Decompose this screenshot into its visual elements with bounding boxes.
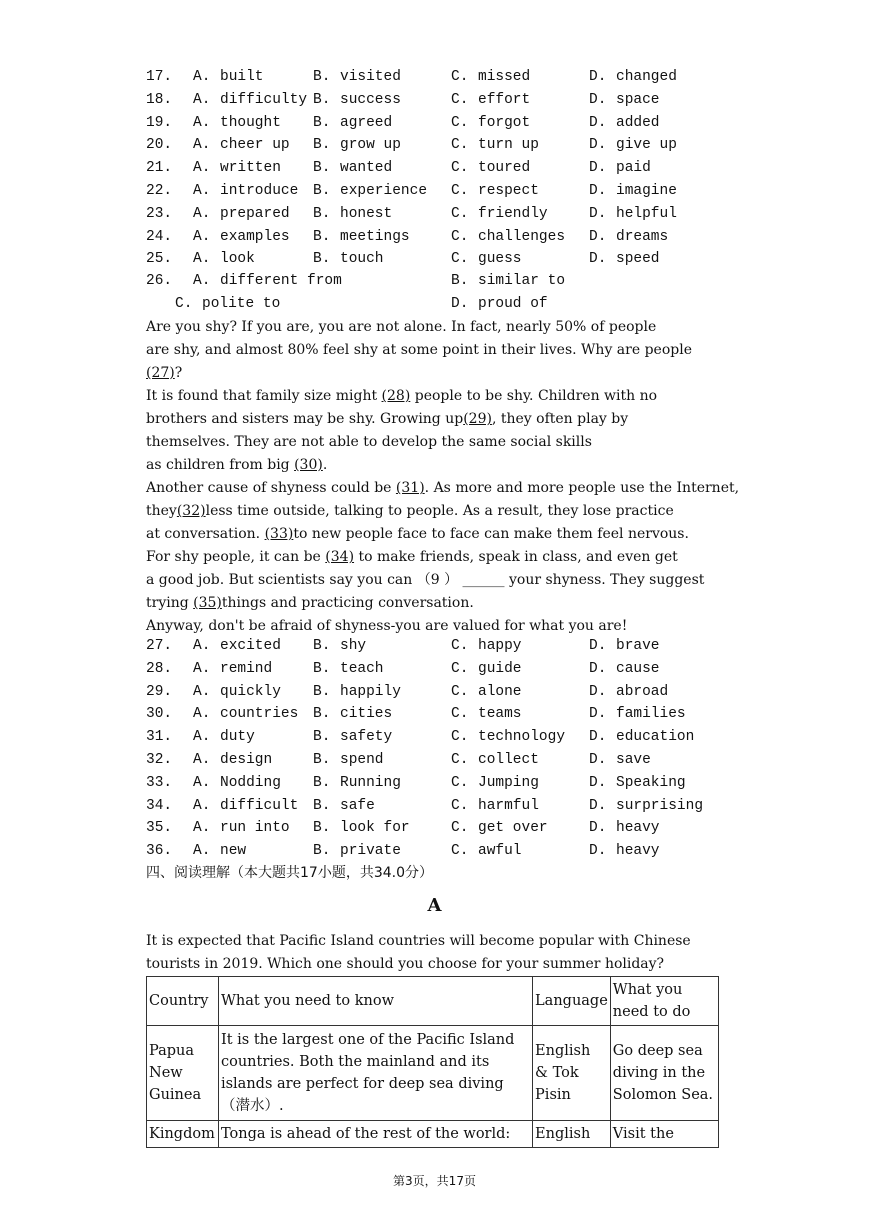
blank-34: (34) (325, 549, 355, 565)
option-letter-a: A. (193, 774, 211, 791)
option-d: speed (616, 251, 660, 268)
question-26-row (146, 270, 746, 292)
option-letter-b: B. (313, 706, 331, 723)
question-row (146, 681, 746, 703)
option-letter-c: C. (451, 820, 469, 837)
question-row (146, 658, 746, 680)
option-letter-c: C. (451, 251, 469, 268)
option-b: experience (340, 183, 428, 199)
passage-line: Are you shy? If you are, you are not alone. In fact, nearly 50% of people (146, 319, 657, 335)
question-number: 23. (146, 205, 173, 222)
passage-text: ? (174, 365, 183, 381)
option-letter-c: C. (451, 228, 469, 245)
option-b: similar to (478, 273, 566, 289)
option-b: Running (340, 774, 401, 791)
option-d: dreams (616, 228, 669, 245)
option-c: forgot (478, 114, 531, 131)
option-letter-b: B. (451, 273, 469, 289)
option-c: toured (478, 160, 531, 177)
passage-line (146, 523, 724, 546)
passage-line (146, 454, 724, 477)
option-letter-c: C. (451, 638, 469, 654)
question-row (146, 248, 746, 270)
option-d: changed (616, 69, 677, 85)
option-d: education (616, 729, 695, 746)
question-number: 35. (146, 820, 173, 837)
blank-35: (35) (193, 595, 222, 611)
question-number: 17. (146, 69, 173, 85)
option-letter-c: C. (175, 296, 193, 312)
option-d: brave (616, 638, 660, 654)
option-letter-c: C. (451, 774, 469, 791)
option-d: Speaking (616, 774, 686, 791)
table-header-row (147, 977, 719, 1026)
question-number: 20. (146, 137, 173, 154)
passage-line: are shy, and almost 80% feel shy at some point in their lives. Why are people (146, 342, 692, 358)
option-c: turn up (478, 137, 539, 154)
passage-line (146, 408, 724, 431)
option-b: meetings (340, 228, 410, 245)
question-number: 27. (146, 638, 173, 654)
option-a: quickly (220, 683, 281, 700)
option-letter-a: A. (193, 820, 211, 837)
passage-text: brothers and sisters may be shy. Growing up (146, 411, 464, 427)
question-row (146, 726, 746, 748)
option-letter-d: D. (589, 774, 607, 791)
option-letter-b: B. (313, 774, 331, 791)
question-number: 25. (146, 251, 173, 268)
option-letter-a: A. (193, 638, 211, 654)
option-letter-b: B. (313, 114, 331, 131)
question-row (146, 226, 746, 248)
question-row (146, 840, 746, 862)
table-header: What you need to know (218, 977, 532, 1026)
passage-text: people to be shy. Children with no (410, 388, 658, 404)
reading-intro-line: tourists in 2019. Which one should you choose for your summer holiday? (146, 956, 665, 972)
option-letter-b: B. (313, 820, 331, 837)
option-c: respect (478, 183, 539, 199)
option-c: effort (478, 91, 531, 108)
passage-text: It is found that family size might (146, 388, 382, 404)
option-letter-a: A. (193, 91, 211, 108)
option-b: spend (340, 752, 384, 768)
table-cell-todo: Go deep sea diving in the Solomon Sea. (610, 1026, 718, 1121)
option-letter-a: A. (193, 843, 211, 860)
question-row (146, 134, 746, 156)
option-letter-a: A. (193, 660, 211, 677)
option-a: new (220, 843, 247, 860)
option-c: teams (478, 706, 522, 723)
question-number: 34. (146, 797, 173, 814)
option-letter-d: D. (589, 205, 607, 222)
table-header: What you need to do (610, 977, 718, 1026)
option-d: helpful (616, 205, 677, 222)
option-letter-d: D. (589, 729, 607, 746)
reading-heading: A (427, 895, 442, 916)
table-cell-country: Kingdom (147, 1121, 219, 1148)
option-letter-d: D. (589, 137, 607, 154)
page-footer: 第3页，共17页 (393, 1174, 476, 1188)
passage-line: a good job. But scientists say you can （9 ） ______ your shyness. They suggest (146, 572, 705, 588)
passage-text: to new people face to face can make them feel nervous. (293, 526, 689, 542)
option-a: cheer up (220, 137, 290, 154)
option-letter-b: B. (313, 251, 331, 268)
option-c: polite to (202, 296, 281, 312)
option-letter-d: D. (589, 183, 607, 199)
passage-text: . (322, 457, 328, 473)
option-d: proud of (478, 296, 548, 312)
table-row (147, 1121, 719, 1148)
option-letter-c: C. (451, 114, 469, 131)
option-c: technology (478, 729, 566, 746)
option-letter-b: B. (313, 683, 331, 700)
option-letter-b: B. (313, 137, 331, 154)
passage-text: trying (146, 595, 194, 611)
option-a: excited (220, 638, 281, 654)
table-header: Language (533, 977, 611, 1026)
question-row (146, 180, 746, 202)
option-b: private (340, 843, 401, 860)
section-title: 四、阅读理解（本大题共17小题，共34.0分） (146, 865, 433, 881)
option-letter-b: B. (313, 638, 331, 654)
option-letter-d: D. (589, 683, 607, 700)
option-letter-b: B. (313, 228, 331, 245)
option-b: grow up (340, 137, 401, 154)
option-d: families (616, 706, 686, 723)
option-letter-a: A. (193, 183, 211, 199)
option-letter-a: A. (193, 273, 211, 289)
blank-28: (28) (381, 388, 411, 404)
passage-text: as children from big (146, 457, 295, 473)
option-b: honest (340, 205, 393, 222)
passage-text: , they often play by (491, 411, 629, 427)
option-letter-b: B. (313, 843, 331, 860)
option-c: happy (478, 638, 522, 654)
question-number: 32. (146, 752, 173, 768)
option-c: alone (478, 683, 522, 700)
passage-line (146, 500, 724, 523)
option-b: teach (340, 660, 384, 677)
question-number: 19. (146, 114, 173, 131)
question-number: 36. (146, 843, 173, 860)
passage-line (146, 592, 724, 615)
option-letter-b: B. (313, 729, 331, 746)
option-a: look (220, 251, 255, 268)
option-letter-d: D. (589, 820, 607, 837)
option-c: guess (478, 251, 522, 268)
option-letter-d: D. (451, 296, 469, 312)
question-row (146, 703, 746, 725)
option-c: friendly (478, 205, 548, 222)
blank-27: (27) (146, 365, 175, 381)
passage-line: themselves. They are not able to develop the same social skills (146, 434, 592, 450)
option-d: space (616, 91, 660, 108)
question-number: 29. (146, 683, 173, 700)
blank-31: (31) (395, 480, 425, 496)
option-letter-a: A. (193, 137, 211, 154)
option-a: run into (220, 820, 290, 837)
option-letter-a: A. (193, 251, 211, 268)
option-letter-a: A. (193, 683, 211, 700)
option-d: surprising (616, 797, 704, 814)
option-a: countries (220, 706, 299, 723)
option-a: duty (220, 729, 255, 746)
option-b: wanted (340, 160, 393, 177)
option-letter-b: B. (313, 797, 331, 814)
blank-33: (33) (264, 526, 294, 542)
table-row (147, 1026, 719, 1121)
option-b: happily (340, 683, 401, 700)
question-row (146, 203, 746, 225)
option-letter-a: A. (193, 706, 211, 723)
option-letter-c: C. (451, 752, 469, 768)
passage-line (146, 477, 740, 500)
option-b: shy (340, 638, 367, 654)
option-a: thought (220, 114, 281, 131)
option-b: cities (340, 706, 393, 723)
option-d: cause (616, 660, 660, 677)
question-row (146, 66, 746, 88)
question-number: 24. (146, 228, 173, 245)
table-cell-know: Tonga is ahead of the rest of the world: (218, 1121, 532, 1148)
option-letter-b: B. (313, 160, 331, 177)
option-letter-d: D. (589, 797, 607, 814)
option-d: give up (616, 137, 677, 154)
option-c: missed (478, 69, 531, 85)
option-letter-a: A. (193, 729, 211, 746)
option-letter-a: A. (193, 160, 211, 177)
question-row (146, 635, 746, 657)
option-letter-c: C. (451, 660, 469, 677)
option-letter-d: D. (589, 114, 607, 131)
option-letter-a: A. (193, 69, 211, 85)
passage-text: less time outside, talking to people. As a result, they lose practice (205, 503, 674, 519)
question-number: 18. (146, 91, 173, 108)
passage-text: For shy people, it can be (146, 549, 326, 565)
option-letter-a: A. (193, 228, 211, 245)
option-d: added (616, 114, 660, 131)
reading-intro-line: It is expected that Pacific Island countries will become popular with Chinese (146, 933, 691, 949)
option-letter-a: A. (193, 752, 211, 768)
option-a: remind (220, 660, 273, 677)
option-letter-c: C. (451, 797, 469, 814)
option-d: paid (616, 160, 651, 177)
option-a: written (220, 160, 281, 177)
option-letter-c: C. (451, 69, 469, 85)
option-letter-c: C. (451, 843, 469, 860)
table-cell-language: English (533, 1121, 611, 1148)
option-d: abroad (616, 683, 669, 700)
option-letter-d: D. (589, 69, 607, 85)
passage-line (146, 546, 724, 569)
blank-29: (29) (463, 411, 492, 427)
question-number: 22. (146, 183, 173, 199)
info-table (146, 976, 719, 1148)
question-row (146, 112, 746, 134)
option-a: design (220, 752, 273, 768)
option-b: agreed (340, 114, 393, 131)
option-letter-b: B. (313, 752, 331, 768)
option-letter-a: A. (193, 205, 211, 222)
table-cell-country: Papua New Guinea (147, 1026, 219, 1121)
option-a: examples (220, 228, 290, 245)
option-letter-c: C. (451, 729, 469, 746)
option-c: Jumping (478, 774, 539, 791)
option-a: different from (220, 273, 342, 289)
table-cell-todo: Visit the (610, 1121, 718, 1148)
option-letter-d: D. (589, 752, 607, 768)
passage-text: . As more and more people use the Internet, (424, 480, 740, 496)
option-letter-d: D. (589, 638, 607, 654)
table-header: Country (147, 977, 219, 1026)
option-b: look for (340, 820, 410, 837)
option-letter-d: D. (589, 251, 607, 268)
option-letter-c: C. (451, 706, 469, 723)
option-letter-d: D. (589, 660, 607, 677)
question-number: 30. (146, 706, 173, 723)
option-b: visited (340, 69, 401, 85)
option-c: challenges (478, 228, 566, 245)
blank-32: (32) (176, 503, 206, 519)
option-letter-a: A. (193, 797, 211, 814)
option-letter-b: B. (313, 69, 331, 85)
question-row (146, 817, 746, 839)
option-letter-b: B. (313, 91, 331, 108)
question-26-row-2 (146, 293, 746, 315)
passage-line (146, 362, 724, 385)
option-a: prepared (220, 205, 290, 222)
option-b: safety (340, 729, 393, 746)
question-number: 31. (146, 729, 173, 746)
question-row (146, 795, 746, 817)
option-letter-c: C. (451, 205, 469, 222)
blank-30: (30) (294, 457, 323, 473)
option-d: heavy (616, 820, 660, 837)
table-cell-know: It is the largest one of the Pacific Island countries. Both the mainland and its islands are perfect for deep sea diving （潜水）. (218, 1026, 532, 1121)
option-d: save (616, 752, 651, 768)
passage-line (146, 385, 724, 408)
option-d: heavy (616, 843, 660, 860)
option-c: awful (478, 843, 522, 860)
option-a: difficulty (220, 91, 308, 108)
option-letter-d: D. (589, 843, 607, 860)
passage-text: to make friends, speak in class, and even get (354, 549, 678, 565)
option-a: built (220, 69, 264, 85)
passage-text: Another cause of shyness could be (146, 480, 396, 496)
option-c: guide (478, 660, 522, 677)
question-row (146, 749, 746, 771)
option-b: touch (340, 251, 384, 268)
question-row (146, 89, 746, 111)
question-row (146, 772, 746, 794)
option-letter-d: D. (589, 706, 607, 723)
question-row (146, 157, 746, 179)
option-letter-d: D. (589, 228, 607, 245)
passage-line: Anyway, don't be afraid of shyness-you are valued for what you are! (146, 618, 628, 634)
option-a: difficult (220, 797, 299, 814)
option-letter-b: B. (313, 183, 331, 199)
question-number: 33. (146, 774, 173, 791)
option-b: success (340, 91, 401, 108)
question-number: 21. (146, 160, 173, 177)
option-c: harmful (478, 797, 539, 814)
question-number: 28. (146, 660, 173, 677)
option-a: introduce (220, 183, 299, 199)
question-number: 26. (146, 273, 173, 289)
option-letter-b: B. (313, 205, 331, 222)
option-letter-c: C. (451, 183, 469, 199)
passage-text: things and practicing conversation. (221, 595, 474, 611)
option-letter-c: C. (451, 160, 469, 177)
passage-text: they (146, 503, 177, 519)
option-c: get over (478, 820, 548, 837)
option-letter-d: D. (589, 91, 607, 108)
option-letter-c: C. (451, 683, 469, 700)
option-a: Nodding (220, 774, 281, 791)
table-cell-language: English & Tok Pisin (533, 1026, 611, 1121)
option-c: collect (478, 752, 539, 768)
option-d: imagine (616, 183, 677, 199)
option-letter-c: C. (451, 91, 469, 108)
option-b: safe (340, 797, 375, 814)
option-letter-c: C. (451, 137, 469, 154)
passage-text: at conversation. (146, 526, 265, 542)
option-letter-b: B. (313, 660, 331, 677)
option-letter-a: A. (193, 114, 211, 131)
option-letter-d: D. (589, 160, 607, 177)
